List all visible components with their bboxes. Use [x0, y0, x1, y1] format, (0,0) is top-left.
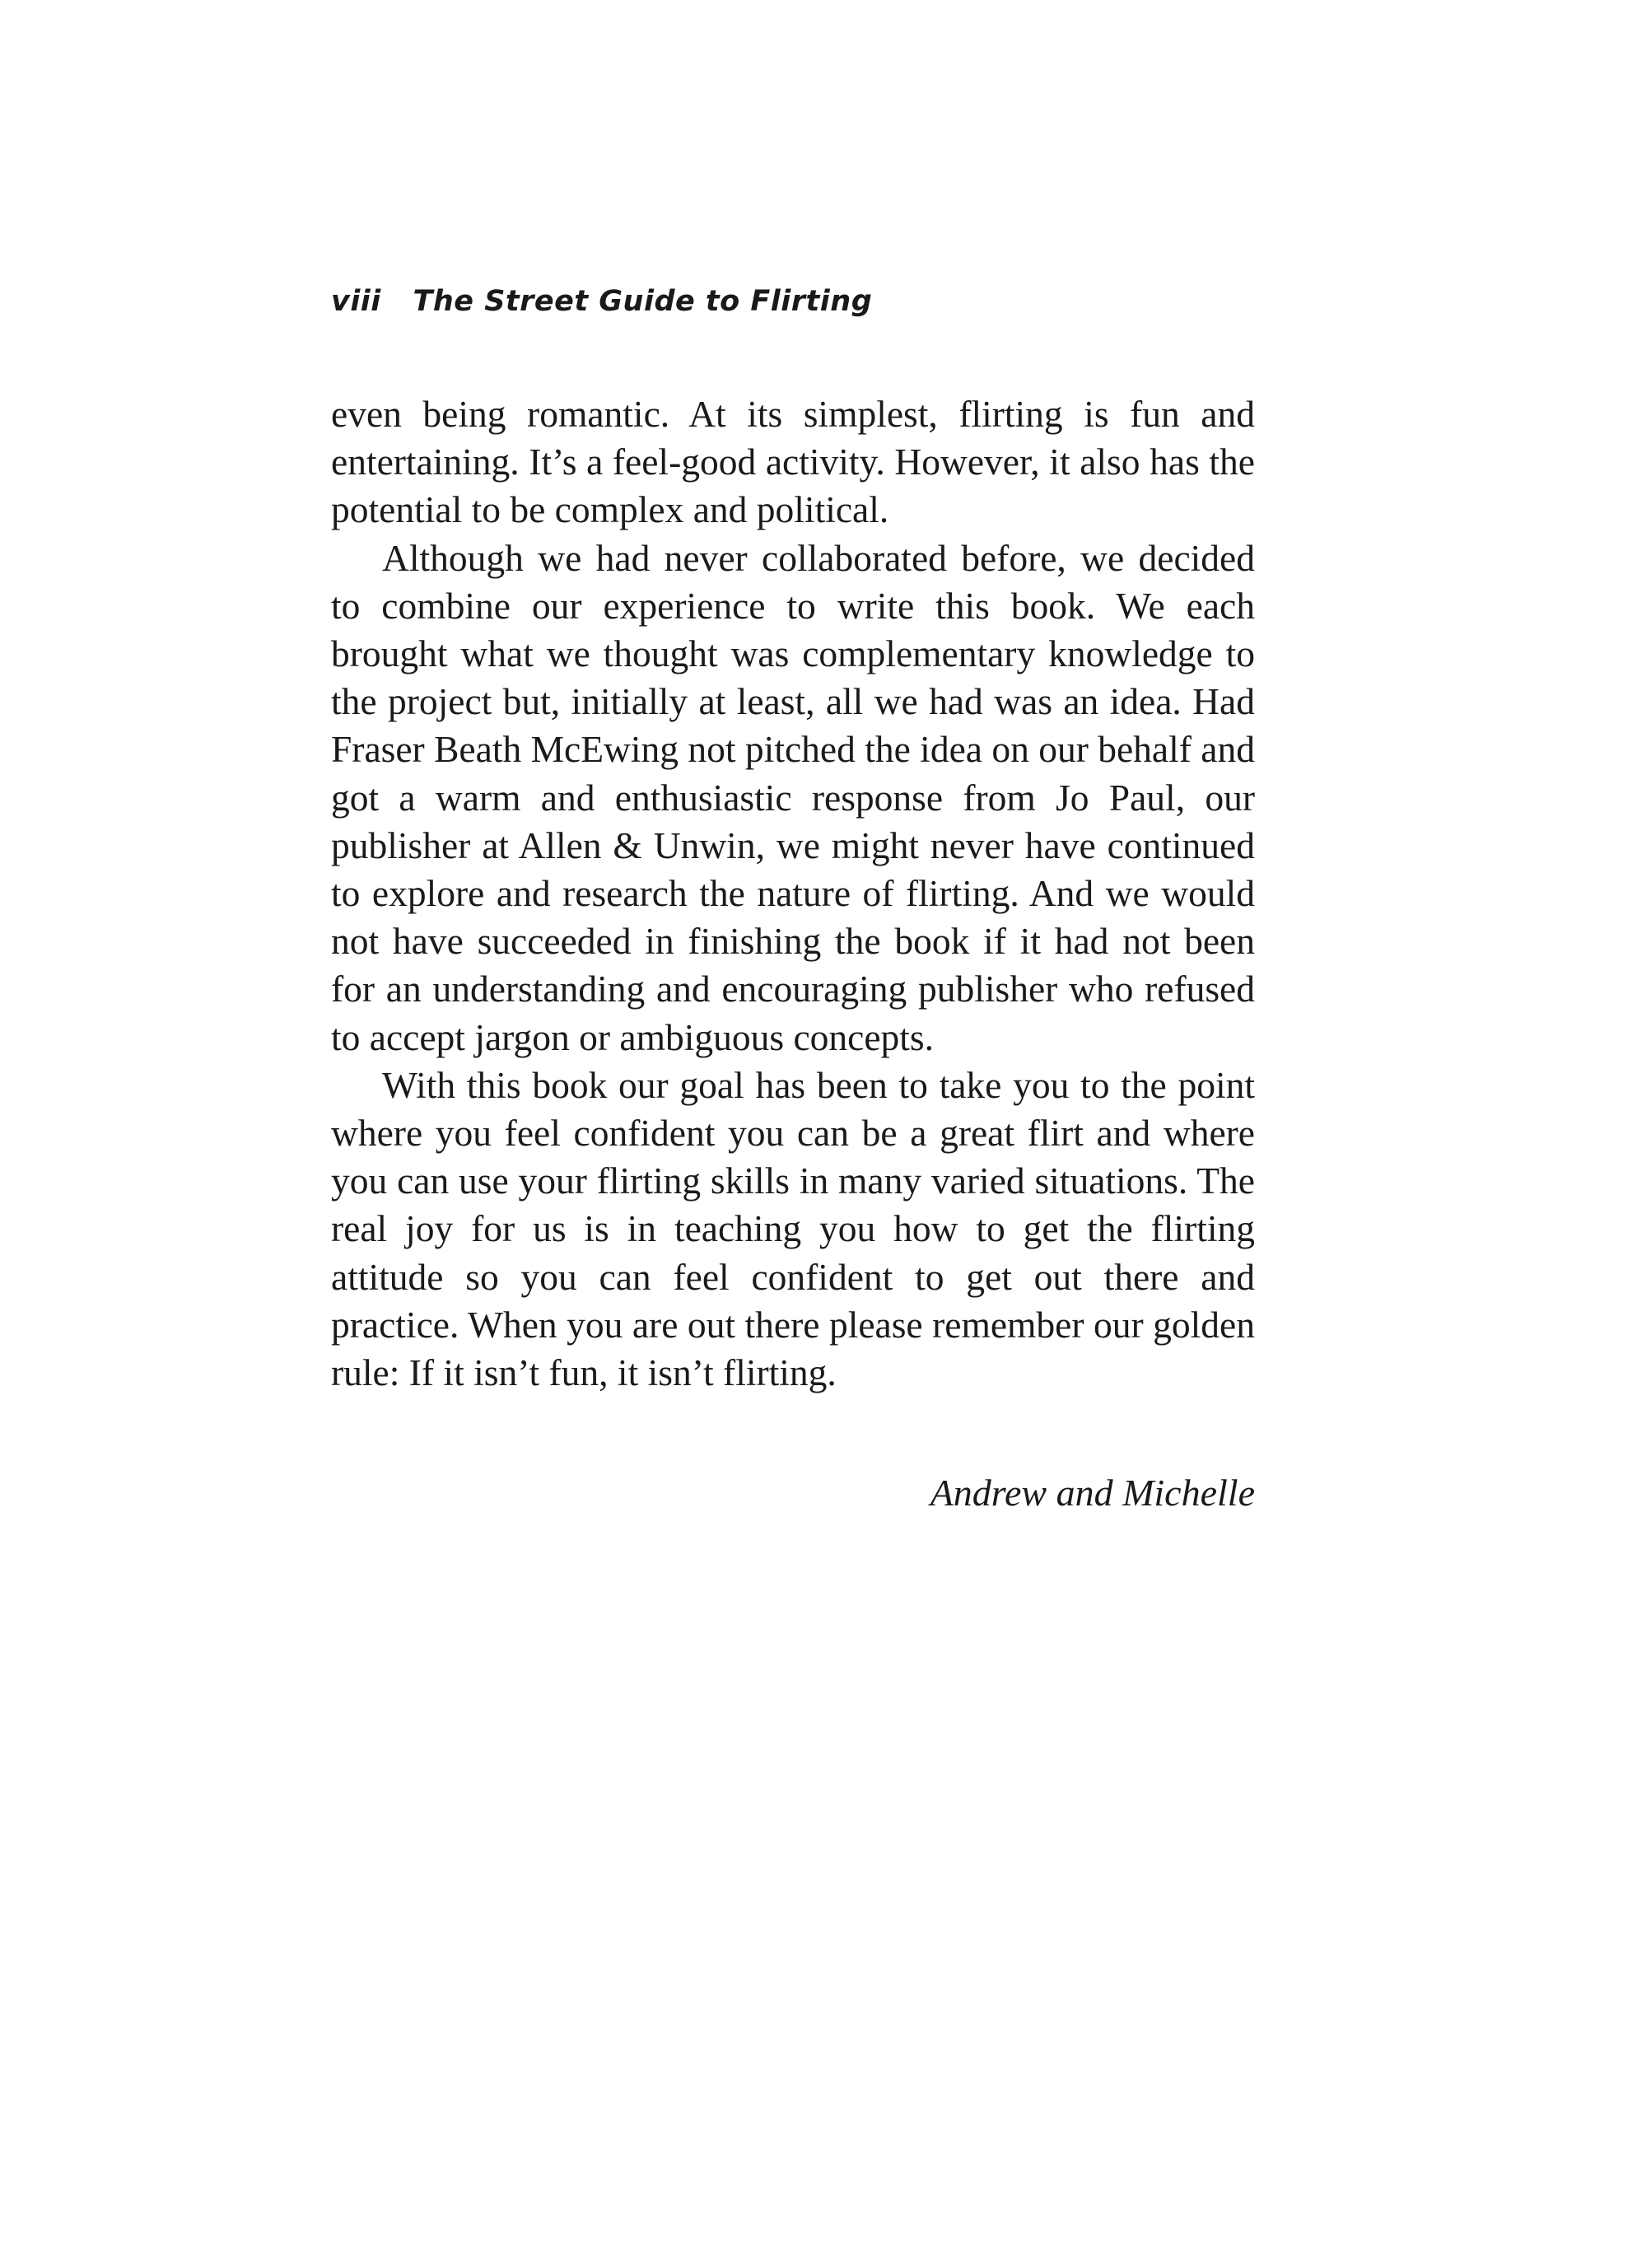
- running-head: [331, 285, 872, 318]
- body-text: [331, 390, 1255, 1397]
- paragraph-continued: even being romantic. At its simplest, flirting is fun and entertaining. It’s a feel-good activity. However, it also has the potential to be complex and political.: [331, 393, 1255, 531]
- paragraph: Although we had never collaborated before, we decided to combine our experience to write this book. We each brought what we thought was complementary knowledge to the project but, initially at least, all we had was an idea. Had Fraser Beath McEwing not pitched the idea on our behalf and got a warm and enthusiastic response from Jo Paul, our publisher at Allen & Unwin, we might never have continued to explore and research the nature of flirting. And we would not have succeeded in finishing the book if it had not been for an understanding and encouraging publisher who refused to accept jargon or ambiguous concepts.: [331, 536, 1255, 1058]
- book-title: The Street Guide to Flirting: [413, 285, 873, 318]
- signature: Andrew and Michelle: [930, 1472, 1255, 1514]
- page-number: viii: [331, 285, 381, 318]
- paragraph: With this book our goal has been to take you to the point where you feel confident you can be a great flirt and where you can use your flirting skills in many varied situations. The real joy for us is in teaching you how to get the flirting attitude so you can feel confident to get out there and practice. When you are out there please remember our golden rule: If it isn’t fun, it isn’t flirting.: [331, 1063, 1255, 1394]
